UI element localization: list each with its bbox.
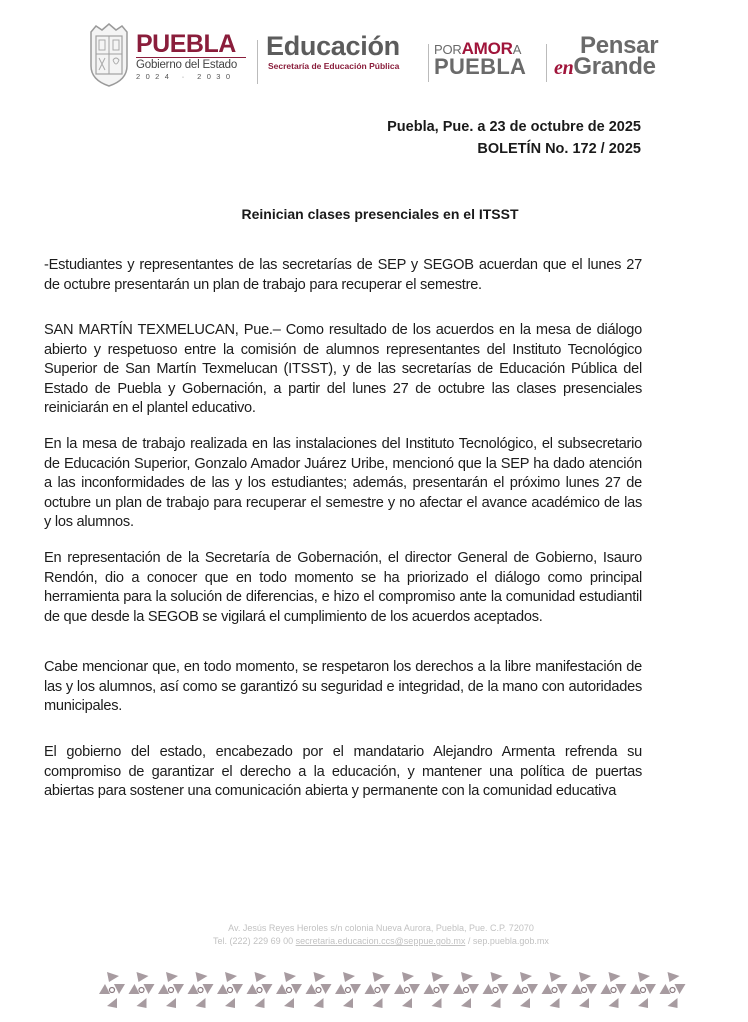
paragraph: El gobierno del estado, encabezado por el mandatario Alejandro Armenta refrenda su compromiso de garantizar el derecho a la educación, y mantener una política de puertas abiertas para sostener una comunicación abierta y permanente con la comunidad educativa	[44, 744, 642, 800]
triangle-pattern-icon	[542, 972, 568, 1008]
paragraph: Cabe mencionar que, en todo momento, se respetaron los derechos a la libre manifestación de las y los alumnos, así como se garantizó su seguridad e integridad, de la mano con autoridades municipales.	[44, 659, 642, 715]
triangle-pattern-icon	[306, 972, 332, 1008]
paragraph: -Estudiantes y representantes de las secretarías de SEP y SEGOB acuerdan que el lunes 27 de octubre presentarán un plan de trabajo para recuperar el semestre.	[44, 257, 642, 293]
triangle-pattern-icon	[99, 972, 125, 1008]
pensar-line1: Pensar	[580, 32, 659, 59]
triangle-pattern-icon	[424, 972, 450, 1008]
triangle-pattern-icon	[158, 972, 184, 1008]
triangle-pattern-icon	[365, 972, 391, 1008]
bulletin-number: BOLETÍN No. 172 / 2025	[477, 141, 641, 157]
paragraph: En representación de la Secretaría de Gobernación, el director General de Gobierno, Isauro Rendón, dio a conocer que en todo momento se ha priorizado el diálogo como principal herramienta para la solución de diferencias, e hizo el compromiso ante la comunidad estudiantil de que desde la SEGOB se vigilará el cumplimiento de los acuerdos aceptados.	[44, 550, 642, 625]
document-title: Reinician clases presenciales en el ITSST	[241, 206, 519, 222]
coat-of-arms-icon	[86, 22, 132, 88]
por-amor-line2: PUEBLA	[434, 54, 527, 79]
triangle-pattern-icon	[483, 972, 509, 1008]
por-amor-suffix: A	[512, 42, 522, 57]
logo-divider	[257, 40, 258, 84]
decorative-band	[97, 970, 687, 1010]
educacion-logo-name: Educación	[266, 31, 400, 61]
por-amor-a-puebla-logo	[434, 40, 542, 78]
paragraph-summary	[44, 256, 642, 295]
por-amor-highlight: AMOR	[461, 39, 513, 58]
educacion-logo-subtitle: Secretaría de Educación Pública	[268, 61, 400, 71]
logo-divider	[546, 44, 547, 82]
paragraph: En la mesa de trabajo realizada en las instalaciones del Instituto Tecnológico, el subsecretario de Educación Superior, Gonzalo Amador Juárez Uribe, mencionó que la SEP ha dado atención a las inconformidades de las y los estudiantes; además, presentarán el próximo lunes 27 de octubre un plan de trabajo para recuperar el semestre y no afectar el avance académico de las y los alumnos.	[44, 436, 642, 531]
triangle-pattern-icon	[247, 972, 273, 1008]
triangle-pattern-icon	[453, 972, 479, 1008]
triangle-pattern-icon	[335, 972, 361, 1008]
por-amor-prefix: POR	[434, 42, 462, 57]
footer-address: Av. Jesús Reyes Heroles s/n colonia Nueva Aurora, Puebla, Pue. C.P. 72070	[228, 923, 534, 933]
logo-divider	[428, 44, 429, 82]
puebla-logo-subtitle: Gobierno del Estado	[136, 57, 246, 72]
footer-phone: Tel. (222) 229 69 00	[213, 936, 294, 946]
footer-email-link[interactable]: secretaria.educacion.ccs@seppue.gob.mx	[295, 936, 466, 946]
footer-website-link[interactable]: sep.puebla.gob.mx	[472, 936, 549, 946]
triangle-pattern-icon	[571, 972, 597, 1008]
pensar-en-grande-logo	[554, 34, 684, 79]
footer-separator: /	[465, 936, 473, 946]
educacion-logo	[266, 32, 400, 72]
bulletin-meta	[387, 116, 641, 160]
paragraph-lead	[44, 321, 642, 419]
pensar-en: en	[554, 57, 574, 79]
footer-contact	[0, 922, 748, 948]
triangle-pattern-icon	[512, 972, 538, 1008]
place-date: Puebla, Pue. a 23 de octubre de 2025	[387, 119, 641, 135]
paragraph-closing	[44, 743, 642, 802]
pensar-line2: Grande	[573, 53, 656, 80]
triangle-pattern-icon	[601, 972, 627, 1008]
puebla-logo-years: 2024 · 2030	[136, 72, 236, 81]
paragraph-sep	[44, 435, 642, 533]
triangle-pattern-icon	[660, 972, 686, 1008]
triangle-pattern-icon	[188, 972, 214, 1008]
paragraph: SAN MARTÍN TEXMELUCAN, Pue.– Como resultado de los acuerdos en la mesa de diálogo abierto y respetuoso entre la comisión de alumnos representantes del Instituto Tecnológico Superior de San Martín Texmelucan (ITSST), y de las secretarías de Educación Pública del Estado de Puebla y Gobernación, a partir del lunes 27 de octubre las clases presenciales reiniciarán en el plantel educativo.	[44, 322, 642, 417]
triangle-pattern-icon	[276, 972, 302, 1008]
puebla-logo-name: PUEBLA	[136, 30, 236, 58]
paragraph-segob	[44, 549, 642, 627]
triangle-pattern-icon	[217, 972, 243, 1008]
triangle-pattern-icon	[630, 972, 656, 1008]
triangle-pattern-icon	[394, 972, 420, 1008]
puebla-logo	[136, 32, 246, 82]
paragraph-rights	[44, 658, 642, 717]
triangle-pattern-icon	[129, 972, 155, 1008]
letterhead	[86, 18, 686, 94]
